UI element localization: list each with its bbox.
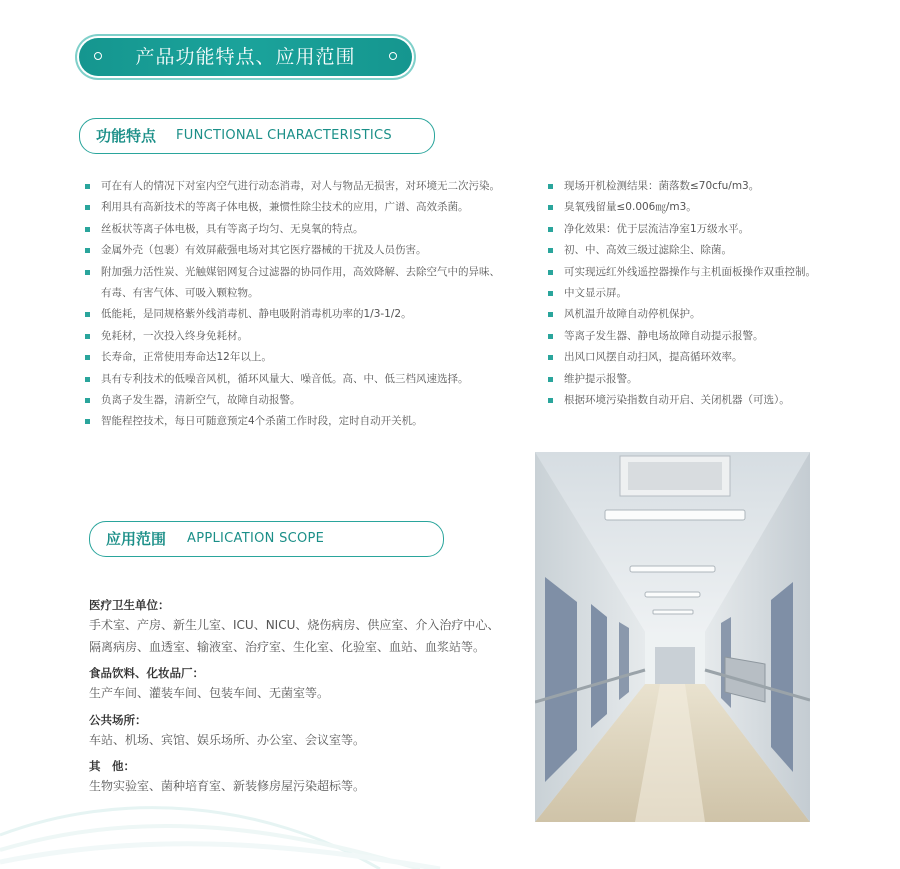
feature-text: 现场开机检测结果：菌落数≤70cfu/m3。 — [564, 180, 760, 192]
application-group — [89, 595, 509, 658]
feature-text: 丝板状等离子体电极，具有等离子均匀、无臭氧的特点。 — [101, 222, 364, 235]
feature-text: 根据环境污染指数自动开启、关闭机器（可选）。 — [564, 394, 790, 407]
feature-text: 负离子发生器，清新空气，故障自动报警。 — [101, 394, 301, 407]
feature-list-item — [85, 369, 510, 390]
application-section-header — [89, 521, 444, 557]
square-bullet-icon — [85, 419, 90, 424]
feature-text: 金属外壳（包裹）有效屏蔽强电场对其它医疗器械的干扰及人员伤害。 — [101, 244, 427, 257]
application-group — [89, 756, 509, 798]
application-group-heading: 公共场所： — [89, 712, 147, 727]
functional-list-right — [548, 176, 868, 411]
square-bullet-icon — [85, 184, 90, 189]
feature-text: 附加强力活性炭、光触媒铝网复合过滤器的协同作用，高效降解、去除空气中的异味、有毒、有害气体、可吸入颗粒物。 — [101, 265, 500, 300]
square-bullet-icon — [548, 248, 553, 253]
application-group-body: 手术室、产房、新生儿室、ICU、NICU、烧伤病房、供应室、介入治疗中心、隔离病房、血透室、输液室、治疗室、生化室、化验室、血站、血浆站等。 — [89, 618, 500, 654]
feature-list-item — [85, 197, 510, 218]
square-bullet-icon — [85, 355, 90, 360]
application-title-cn: 应用范围 — [106, 530, 167, 548]
application-title-en: APPLICATION SCOPE — [187, 531, 325, 546]
feature-list-item — [85, 176, 510, 197]
square-bullet-icon — [85, 227, 90, 232]
feature-list-item — [85, 390, 510, 411]
square-bullet-icon — [548, 291, 553, 296]
square-bullet-icon — [548, 184, 553, 189]
feature-list-item — [85, 304, 510, 325]
feature-text: 可实现远红外线遥控器操作与主机面板操作双重控制。 — [564, 265, 816, 278]
square-bullet-icon — [548, 398, 553, 403]
functional-list-left — [85, 176, 510, 433]
feature-list-item — [85, 411, 510, 432]
feature-list-item — [548, 369, 868, 390]
square-bullet-icon — [85, 334, 90, 339]
square-bullet-icon — [548, 227, 553, 232]
functional-title-en: FUNCTIONAL CHARACTERISTICS — [176, 128, 392, 143]
feature-text: 臭氧残留量≤0.006㎎/m3。 — [564, 201, 697, 214]
feature-list-item — [548, 390, 868, 411]
main-title: 产品功能特点、应用范围 — [135, 46, 356, 68]
application-group-body: 生物实验室、菌种培育室、新装修房屋污染超标等。 — [89, 779, 366, 793]
square-bullet-icon — [85, 270, 90, 275]
main-title-banner — [79, 38, 412, 76]
feature-text: 初、中、高效三级过滤除尘、除菌。 — [564, 244, 732, 257]
feature-text: 可在有人的情况下对室内空气进行动态消毒，对人与物品无损害，对环境无二次污染。 — [101, 180, 500, 192]
hospital-corridor-image — [535, 452, 810, 822]
application-group-heading: 食品饮料、化妆品厂： — [89, 666, 204, 680]
feature-list-item — [85, 326, 510, 347]
application-group-heading: 其 他： — [89, 759, 135, 773]
square-bullet-icon — [548, 270, 553, 275]
feature-text: 中文显示屏。 — [564, 287, 627, 300]
feature-list-item — [548, 262, 868, 283]
feature-text: 风机温升故障自动停机保护。 — [564, 308, 701, 321]
square-bullet-icon — [85, 377, 90, 382]
feature-list-item — [548, 304, 868, 325]
feature-text: 智能程控技术，每日可随意预定4个杀菌工作时段，定时自动开关机。 — [101, 415, 423, 428]
square-bullet-icon — [548, 205, 553, 210]
square-bullet-icon — [85, 312, 90, 317]
feature-list-item — [85, 219, 510, 240]
feature-text: 具有专利技术的低噪音风机，循环风量大、噪音低。高、中、低三档风速选择。 — [101, 372, 469, 385]
feature-list-item — [548, 176, 868, 197]
feature-text: 等离子发生器、静电场故障自动提示报警。 — [564, 329, 764, 342]
feature-text: 低能耗，是同规格紫外线消毒机、静电吸附消毒机功率的1/3-1/2。 — [101, 308, 412, 321]
feature-text: 利用具有高新技术的等离子体电极，兼惯性除尘技术的应用，广谱、高效杀菌。 — [101, 201, 469, 214]
square-bullet-icon — [85, 398, 90, 403]
application-group — [89, 710, 509, 752]
feature-text: 免耗材，一次投入终身免耗材。 — [101, 329, 248, 342]
square-bullet-icon — [548, 377, 553, 382]
application-group-heading: 医疗卫生单位： — [89, 598, 170, 612]
circle-icon — [389, 52, 397, 60]
square-bullet-icon — [548, 334, 553, 339]
feature-list-item — [548, 347, 868, 368]
application-group — [89, 663, 509, 705]
application-group-body: 生产车间、灌装车间、包装车间、无菌室等。 — [89, 686, 330, 700]
functional-section-header — [79, 118, 435, 154]
square-bullet-icon — [548, 312, 553, 317]
functional-title-cn: 功能特点 — [96, 127, 157, 145]
feature-list-item — [85, 347, 510, 368]
square-bullet-icon — [85, 205, 90, 210]
feature-text: 出风口风摆自动扫风，提高循环效率。 — [564, 351, 743, 364]
feature-text: 维护提示报警。 — [564, 372, 638, 385]
application-scope-content — [89, 592, 509, 803]
application-group-body: 车站、机场、宾馆、娱乐场所、办公室、会议室等。 — [89, 732, 366, 747]
square-bullet-icon — [548, 355, 553, 360]
feature-text: 长寿命，正常使用寿命达12年以上。 — [101, 351, 272, 364]
feature-text: 净化效果：优于层流洁净室1万级水平。 — [564, 222, 750, 235]
feature-list-item — [548, 326, 868, 347]
square-bullet-icon — [85, 248, 90, 253]
feature-list-item — [85, 262, 510, 305]
feature-list-item — [548, 197, 868, 218]
feature-list-item — [548, 240, 868, 261]
feature-list-item — [85, 240, 510, 261]
feature-list-item — [548, 283, 868, 304]
feature-list-item — [548, 219, 868, 240]
